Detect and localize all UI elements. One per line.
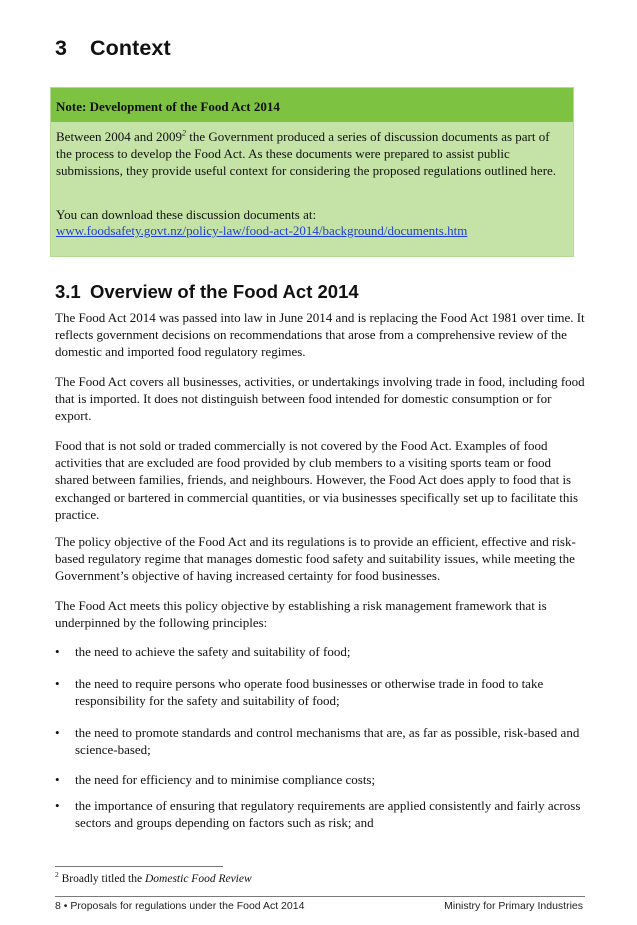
note-download-text: You can download these discussion documents at: bbox=[56, 207, 317, 222]
bullet-icon: • bbox=[55, 644, 60, 659]
footer-page-info: 8 • Proposals for regulations under the Food Act 2014 bbox=[55, 900, 305, 912]
note-body bbox=[56, 128, 566, 180]
section-title: Context bbox=[90, 36, 171, 60]
paragraph: The Food Act 2014 was passed into law in June 2014 and is replacing the Food Act 1981 over time. It reflects government decisions on recommendations that arose from a comprehensive review of the domestic and imported food regulatory regimes. bbox=[55, 310, 585, 360]
note-body-text-end: the Government produced a series of discussion documents as part of the process to develop the Food Act. As these documents were prepared to assist public submissions, they provide useful context for considering the proposed regulations outlined here. bbox=[56, 129, 557, 179]
footer-divider bbox=[55, 896, 585, 897]
footnote bbox=[55, 870, 252, 885]
paragraph: The policy objective of the Food Act and its regulations is to provide an efficient, effective and risk-based regulatory regime that manages domestic food safety and suitability issues, while meeting the Government’s objective of having increased certainty for food businesses. bbox=[55, 534, 576, 584]
note-body-text-start: Between 2004 and 2009 bbox=[56, 129, 183, 144]
bullet-icon: • bbox=[55, 772, 60, 787]
list-item-text: the need to promote standards and control mechanisms that are, as far as possible, risk-based and science-based; bbox=[75, 725, 580, 758]
documents-link[interactable]: www.foodsafety.govt.nz/policy-law/food-act-2014/background/documents.htm bbox=[56, 223, 468, 238]
paragraph: The Food Act meets this policy objective by establishing a risk management framework that is underpinned by the following principles: bbox=[55, 598, 547, 631]
bullet-icon: • bbox=[55, 725, 60, 740]
footnote-number: 2 bbox=[55, 870, 59, 880]
list-item-text: the importance of ensuring that regulatory requirements are applied consistently and fairly across sectors and groups depending on factors such as risk; and bbox=[75, 798, 581, 831]
section-heading bbox=[55, 36, 171, 61]
subsection-heading bbox=[55, 281, 359, 303]
paragraph: The Food Act covers all businesses, activities, or undertakings involving trade in food, including food that is imported. It does not distinguish between food intended for domestic consumption or for export. bbox=[55, 374, 585, 424]
note-title: Note: Development of the Food Act 2014 bbox=[56, 99, 280, 114]
footnote-text: Broadly titled the bbox=[61, 873, 145, 885]
note-download bbox=[56, 207, 566, 239]
footnote-reference: 2 bbox=[182, 128, 187, 138]
list-item-text: the need to achieve the safety and suitability of food; bbox=[75, 644, 351, 659]
section-number: 3 bbox=[55, 36, 68, 60]
subsection-number: 3.1 bbox=[55, 281, 81, 302]
footnote-title: Domestic Food Review bbox=[144, 873, 252, 885]
footnote-divider bbox=[55, 866, 223, 867]
bullet-icon: • bbox=[55, 798, 60, 813]
paragraph: Food that is not sold or traded commercially is not covered by the Food Act. Examples of food activities that are excluded are food provided by club members to a visiting sports team or food shared between families, friends, and neighbours. However, the Food Act does apply to food that is exchanged or bartered in commercial quantities, or via businesses specifically set up to facilitate this practice. bbox=[55, 438, 579, 522]
list-item-text: the need for efficiency and to minimise compliance costs; bbox=[75, 772, 376, 787]
subsection-title: Overview of the Food Act 2014 bbox=[90, 281, 359, 302]
bullet-icon: • bbox=[55, 676, 60, 691]
note-box bbox=[50, 87, 574, 257]
footer-publisher: Ministry for Primary Industries bbox=[444, 900, 583, 912]
note-header bbox=[51, 88, 573, 122]
list-item-text: the need to require persons who operate food businesses or otherwise trade in food to take responsibility for the safety and suitability of food; bbox=[75, 676, 544, 709]
